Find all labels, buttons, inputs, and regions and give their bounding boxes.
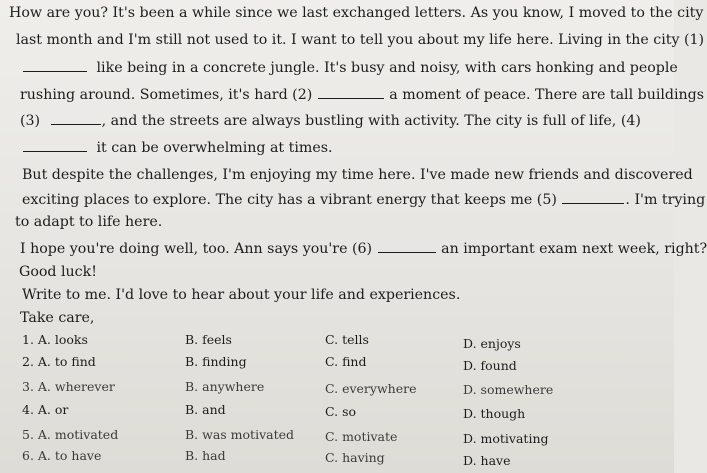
option-b[interactable]: B. had bbox=[185, 448, 226, 463]
line-text: exciting places to explore. The city has a vibrant energy that keeps me (5) bbox=[22, 192, 557, 208]
option-c[interactable]: C. everywhere bbox=[325, 381, 417, 396]
line-text: (3) bbox=[20, 113, 41, 129]
answer-blank-6[interactable] bbox=[378, 240, 436, 253]
answer-blank-5[interactable] bbox=[562, 191, 624, 204]
line-text: a moment of peace. There are tall buildings bbox=[389, 87, 705, 103]
option-a[interactable]: 4. A. or bbox=[22, 402, 69, 417]
option-a[interactable]: 5. A. motivated bbox=[22, 427, 119, 442]
option-b[interactable]: B. was motivated bbox=[185, 427, 295, 442]
line-text: like being in a concrete jungle. It's busy and noisy, with cars honking and people bbox=[96, 60, 678, 76]
option-c[interactable]: C. having bbox=[325, 450, 385, 465]
option-b[interactable]: B. feels bbox=[185, 332, 232, 347]
line-text: But despite the challenges, I'm enjoying my time here. I've made new friends and discovered bbox=[22, 167, 693, 183]
line-text: rushing around. Sometimes, it's hard (2) bbox=[20, 87, 313, 103]
line-text: How are you? It's been a while since we last exchanged letters. As you know, I moved to the city bbox=[9, 5, 704, 21]
passage-line bbox=[20, 86, 704, 104]
option-b[interactable]: B. anywhere bbox=[185, 379, 265, 394]
passage-line bbox=[22, 286, 460, 304]
passage-line bbox=[19, 263, 97, 281]
passage-line bbox=[22, 139, 333, 157]
passage-line bbox=[22, 166, 693, 184]
line-text: to adapt to life here. bbox=[15, 214, 163, 230]
line-text: last month and I'm still not used to it. I want to tell you about my life here. Living in the city (1) bbox=[16, 32, 705, 48]
option-c[interactable]: C. tells bbox=[325, 332, 369, 347]
option-d[interactable]: D. have bbox=[463, 453, 511, 468]
option-a[interactable]: 2. A. to find bbox=[22, 354, 96, 369]
passage-line bbox=[9, 4, 703, 22]
passage-line bbox=[16, 31, 704, 49]
passage-line bbox=[22, 191, 705, 209]
option-d[interactable]: D. though bbox=[463, 406, 526, 421]
line-text: I hope you're doing well, too. Ann says you're (6) bbox=[20, 241, 373, 257]
line-text: , and the streets are always bustling with activity. The city is full of life, (4) bbox=[101, 113, 641, 129]
option-c[interactable]: C. find bbox=[325, 354, 367, 369]
passage-line bbox=[20, 240, 707, 258]
answer-blank-4[interactable] bbox=[23, 139, 87, 152]
option-d[interactable]: D. enjoys bbox=[463, 336, 521, 351]
option-b[interactable]: B. finding bbox=[185, 354, 247, 369]
option-c[interactable]: C. so bbox=[325, 404, 357, 419]
line-text: it can be overwhelming at times. bbox=[96, 140, 333, 156]
passage-line bbox=[22, 59, 678, 77]
line-text: Take care, bbox=[20, 310, 95, 326]
line-text: an important exam next week, right? bbox=[441, 241, 707, 257]
line-text: . I'm trying bbox=[625, 192, 706, 208]
passage-line bbox=[20, 309, 94, 327]
option-c[interactable]: C. motivate bbox=[325, 429, 398, 444]
answer-blank-3[interactable] bbox=[51, 112, 101, 125]
option-a[interactable]: 3. A. wherever bbox=[22, 379, 115, 394]
answer-blank-1[interactable] bbox=[23, 59, 87, 72]
option-a[interactable]: 6. A. to have bbox=[22, 448, 102, 463]
option-d[interactable]: D. motivating bbox=[463, 431, 549, 446]
option-d[interactable]: D. found bbox=[463, 358, 517, 373]
option-d[interactable]: D. somewhere bbox=[463, 382, 554, 397]
option-a[interactable]: 1. A. looks bbox=[22, 332, 88, 347]
option-b[interactable]: B. and bbox=[185, 402, 226, 417]
line-text: Write to me. I'd love to hear about your life and experiences. bbox=[22, 287, 461, 303]
line-text: Good luck! bbox=[19, 264, 97, 280]
passage-line bbox=[20, 112, 641, 130]
passage-line bbox=[15, 213, 162, 231]
answer-blank-2[interactable] bbox=[318, 86, 384, 99]
